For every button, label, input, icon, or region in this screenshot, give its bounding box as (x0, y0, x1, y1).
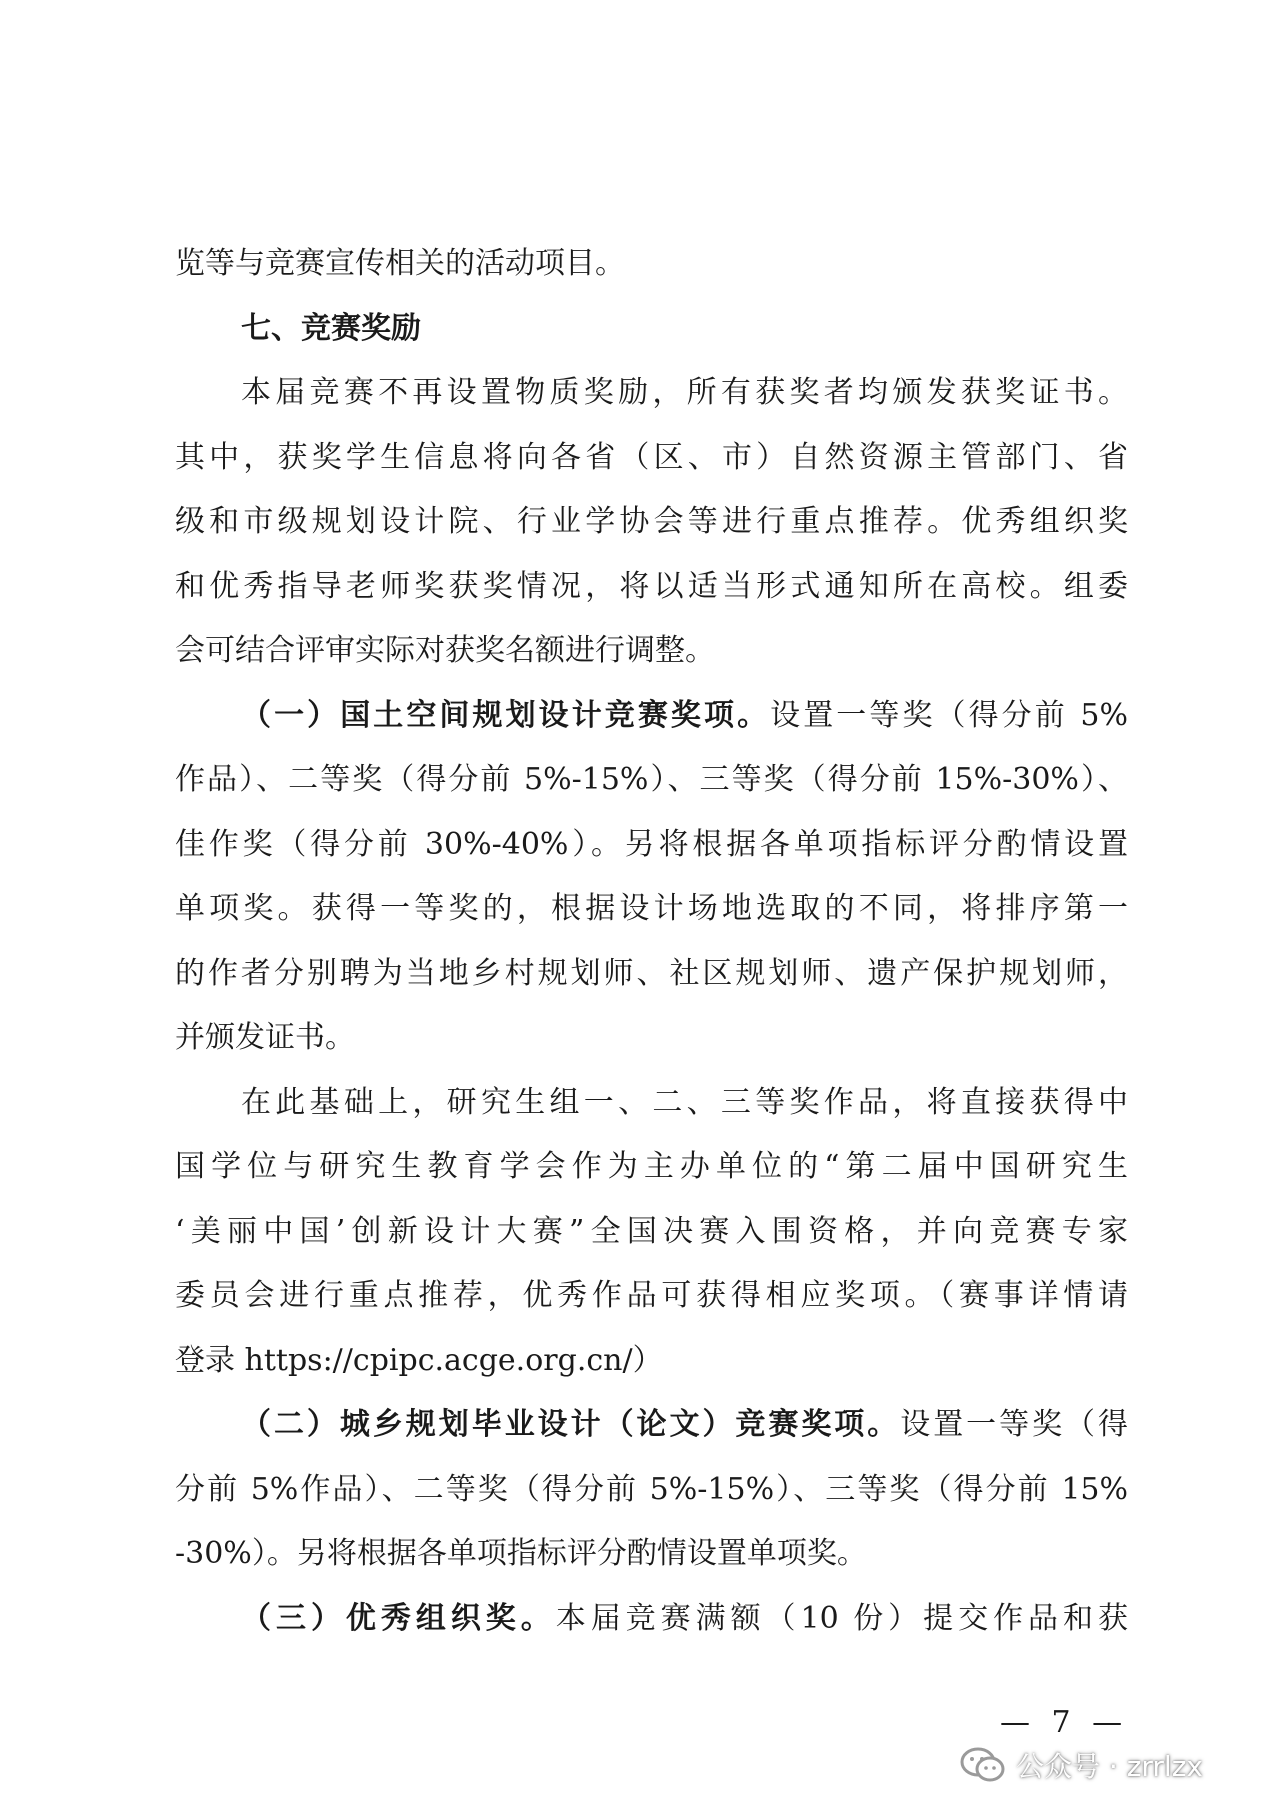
text-line (175, 684, 1128, 749)
text-segment: 单项奖。获得一等奖的，根据设计场地选取的不同，将排序第一 (175, 891, 1128, 926)
watermark-text: 公众号 · zrrlzx (1016, 1750, 1203, 1783)
text-segment: 并颁发证书。 (175, 1020, 355, 1055)
text-line (175, 1006, 1128, 1071)
text-line (175, 555, 1128, 620)
text-segment: 国学位与研究生教育学会作为主办单位的“第二届中国研究生 (175, 1149, 1128, 1184)
subsection-title: （三）优秀组织奖。 (241, 1600, 556, 1636)
text-segment: 在此基础上，研究生组一、二、三等奖作品，将直接获得中 (241, 1084, 1128, 1120)
text-segment: 会可结合评审实际对获奖名额进行调整。 (175, 633, 715, 668)
text-segment: 本届竞赛满额（10 份）提交作品和获 (555, 1600, 1128, 1636)
text-line (175, 297, 1128, 362)
text-line (175, 942, 1128, 1007)
text-segment: 登录 https://cpipc.acge.org.cn/） (175, 1342, 663, 1378)
text-segment: 作品）、二等奖（得分前 5%-15%）、三等奖（得分前 15%-30%）、 (175, 762, 1128, 797)
text-line (175, 1200, 1128, 1265)
text-line (175, 1587, 1128, 1652)
text-line (175, 1071, 1128, 1136)
text-segment: 设置一等奖（得分前 5% (770, 697, 1129, 733)
text-line (175, 426, 1128, 491)
text-segment: ‘美丽中国’创新设计大赛”全国决赛入围资格，并向竞赛专家 (175, 1213, 1128, 1249)
subsection-title: （二）城乡规划毕业设计（论文）竞赛奖项。 (241, 1407, 901, 1442)
text-segment: 其中，获奖学生信息将向各省（区、市）自然资源主管部门、省 (175, 439, 1128, 475)
text-line (175, 1329, 1128, 1394)
text-segment: 佳作奖（得分前 30%-40%）。另将根据各单项指标评分酌情设置 (175, 826, 1128, 862)
text-line (175, 1135, 1128, 1200)
text-line (175, 1393, 1128, 1458)
text-segment: 设置一等奖（得 (900, 1407, 1129, 1442)
watermark (960, 1740, 1203, 1790)
text-line (175, 361, 1128, 426)
document-body (175, 232, 1128, 1651)
wechat-official-account-icon (960, 1746, 1006, 1784)
text-segment: 委员会进行重点推荐，优秀作品可获得相应奖项。（赛事详情请 (175, 1278, 1128, 1313)
text-line (175, 1522, 1128, 1587)
text-line (175, 619, 1128, 684)
text-segment: -30%）。另将根据各单项指标评分酌情设置单项奖。 (175, 1536, 867, 1571)
text-segment: 级和市级规划设计院、行业学协会等进行重点推荐。优秀组织奖 (175, 504, 1128, 539)
text-segment: 览等与竞赛宣传相关的活动项目。 (175, 246, 625, 281)
text-segment: 分前 5%作品）、二等奖（得分前 5%-15%）、三等奖（得分前 15% (175, 1471, 1128, 1507)
page-number: — 7 — (1000, 1705, 1129, 1740)
text-line (175, 1458, 1128, 1523)
text-line (175, 232, 1128, 297)
text-line (175, 490, 1128, 555)
text-segment: 本届竞赛不再设置物质奖励，所有获奖者均颁发获奖证书。 (241, 375, 1128, 410)
text-line (175, 748, 1128, 813)
section-heading: 七、竞赛奖励 (241, 310, 421, 346)
text-segment: 的作者分别聘为当地乡村规划师、社区规划师、遗产保护规划师， (175, 955, 1128, 991)
text-line (175, 813, 1128, 878)
text-segment: 和优秀指导老师奖获奖情况，将以适当形式通知所在高校。组委 (175, 568, 1128, 604)
text-line (175, 877, 1128, 942)
text-line (175, 1264, 1128, 1329)
subsection-title: （一）国土空间规划设计竞赛奖项。 (241, 697, 771, 733)
